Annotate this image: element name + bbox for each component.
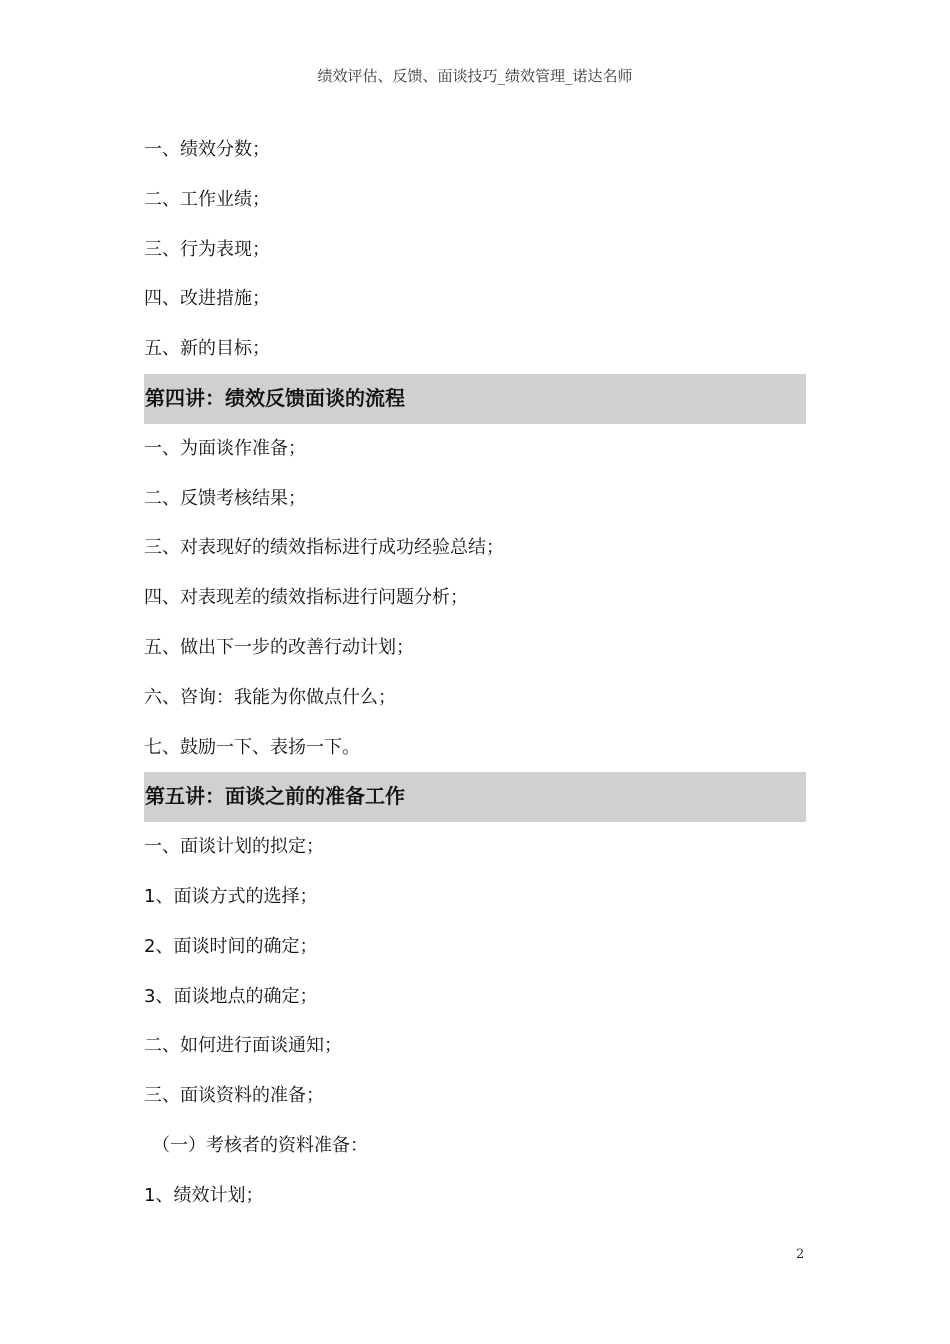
list-item: 一、绩效分数； xyxy=(144,139,270,160)
list-item: 1、面谈方式的选择； xyxy=(144,885,318,907)
list-item: 1、绩效计划； xyxy=(144,1184,264,1206)
list-item: 2、面谈时间的确定； xyxy=(144,935,318,957)
list-item: 五、新的目标； xyxy=(144,338,270,360)
list-item: （一）考核者的资料准备： xyxy=(152,1134,368,1156)
list-item: 3、面谈地点的确定； xyxy=(144,985,318,1007)
page-number: 2 xyxy=(796,1247,805,1262)
list-item: 六、咨询：我能为你做点什么； xyxy=(144,686,396,708)
section-heading-lecture-4: 第四讲：绩效反馈面谈的流程 xyxy=(144,374,806,424)
section-heading-lecture-5: 第五讲：面谈之前的准备工作 xyxy=(144,772,806,822)
list-item: 三、面谈资料的准备； xyxy=(144,1085,324,1107)
list-item: 三、行为表现； xyxy=(144,238,270,260)
list-item: 一、为面谈作准备； xyxy=(144,437,306,459)
list-item: 一、面谈计划的拟定； xyxy=(144,836,324,858)
list-item: 二、如何进行面谈通知； xyxy=(144,1035,342,1057)
list-item: 五、做出下一步的改善行动计划； xyxy=(144,636,414,658)
page-header: 绩效评估、反馈、面谈技巧_绩效管理_诺达名师 xyxy=(317,67,633,85)
list-item: 二、工作业绩； xyxy=(144,188,270,210)
list-item: 七、鼓励一下、表扬一下。 xyxy=(144,736,360,758)
list-item: 四、对表现差的绩效指标进行问题分析； xyxy=(144,587,468,609)
list-item: 三、对表现好的绩效指标进行成功经验总结； xyxy=(144,537,504,559)
list-item: 四、改进措施； xyxy=(144,288,270,310)
document-body xyxy=(144,125,806,1221)
list-item: 二、反馈考核结果； xyxy=(144,487,306,509)
